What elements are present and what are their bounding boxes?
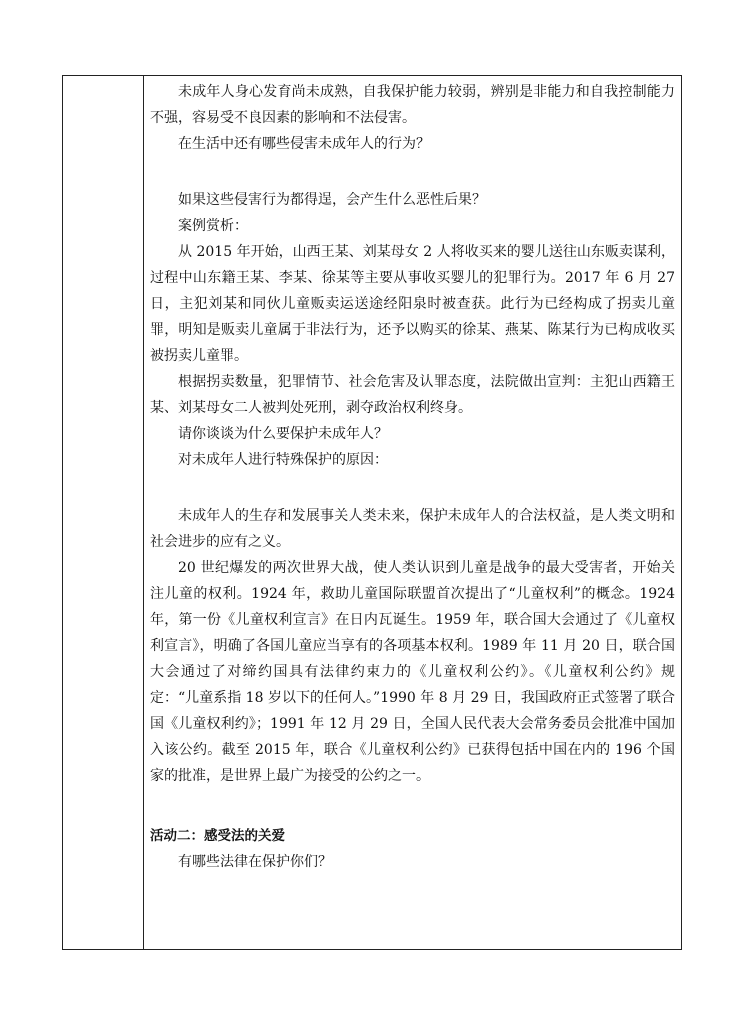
activity-two-title: 活动二：感受法的关爱 xyxy=(150,828,285,844)
question-violations: 在生活中还有哪些侵害未成年人的行为？ xyxy=(178,136,430,152)
paragraph-intro: 未成年人身心发育尚未成熟，自我保护能力较弱，辨别是非能力和自我控制能力不强，容易受不良因素的影响和不法侵害。 xyxy=(150,84,675,126)
lesson-table xyxy=(62,75,682,950)
history-paragraph: 20 世纪爆发的两次世界大战，使人类认识到儿童是战争的最大受害者，开始关注儿童的权利。1924 年，救助儿童国际联盟首次提出了“儿童权利”的概念。1924 年，第一份《儿童权利宣言》在日内瓦诞生。1959 年，联合国大会通过了《儿童权利宣言》，明确了各国儿童应当享有的各项基本权利。1989 年 11 月 20 日，联合国大会通过了对缔约国具有法律约束力的《儿童权利公约》。《儿童权利公约》规定：“儿童系指 18 岁以下的任何人。”1990 年 8 月 29 日，我国政府正式签署了联合国《儿童权利约》；1991 年 12 月 29 日，全国人民代表大会常务委员会批准中国加入该公约。截至 2015 年，联合《儿童权利公约》已获得包括中国在内的 196 个国家的批准，是世界上最广为接受的公约之一。 xyxy=(150,560,675,784)
case-study-heading: 案例赏析： xyxy=(178,218,248,234)
question-laws: 有哪些法律在保护你们？ xyxy=(178,854,332,870)
case-study-text: 从 2015 年开始，山西王某、刘某母女 2 人将收买来的婴儿送往山东贩卖谋利，过程中山东籍王某、李某、徐某等主要从事收买婴儿的犯罪行为。2017 年 6 月 27 日，主犯刘某和同伙儿童贩卖运送途经阳泉时被查获。此行为已经构成了拐卖儿童罪，明知是贩卖儿童属于非法行为，还予以购买的徐某、燕某、陈某行为已构成收买被拐卖儿童罪。 xyxy=(150,244,675,364)
reasons-heading: 对未成年人进行特殊保护的原因： xyxy=(178,452,388,468)
case-verdict-text: 根据拐卖数量，犯罪情节、社会危害及认罪态度，法院做出宣判：主犯山西籍王某、刘某母女二人被判处死刑，剥夺政治权利终身。 xyxy=(150,374,675,416)
content-cell xyxy=(144,76,681,949)
question-why-protect: 请你谈谈为什么要保护未成年人？ xyxy=(178,426,388,442)
reason-paragraph: 未成年人的生存和发展事关人类未来，保护未成年人的合法权益，是人类文明和社会进步的应有之义。 xyxy=(150,508,675,550)
question-consequences: 如果这些侵害行为都得逞，会产生什么恶性后果？ xyxy=(178,192,486,208)
